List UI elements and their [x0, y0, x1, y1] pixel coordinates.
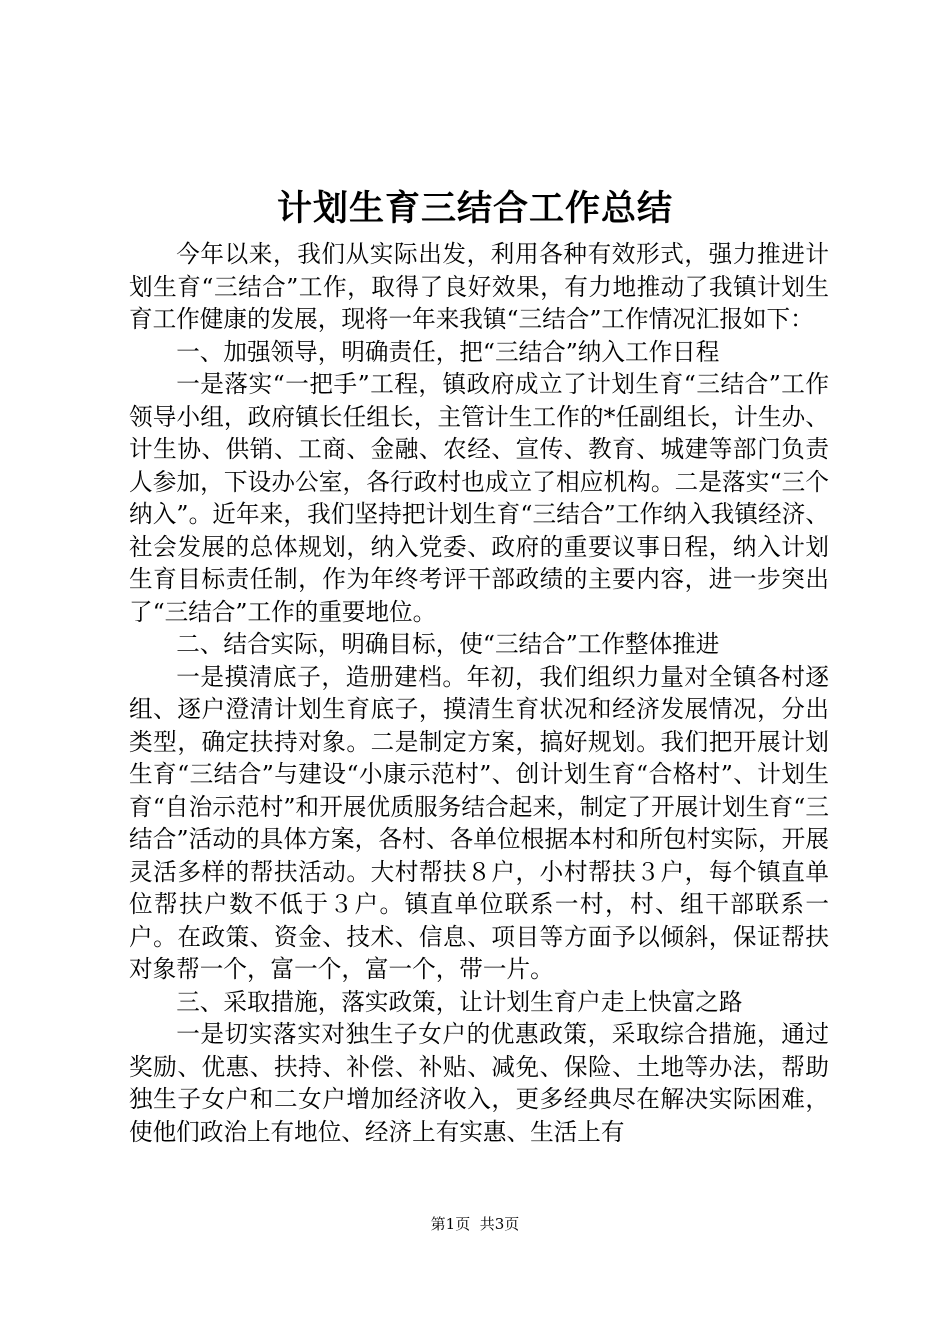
paragraph-section-3: 一是切实落实对独生子女户的优惠政策，采取综合措施，通过奖励、优惠、扶持、补偿、补贴、减免、保险、土地等办法，帮助独生子女户和二女户增加经济收入，更多经典尽在解决实际困难，使他们政治上有地位、经济上有实惠、生活上有 [129, 1020, 829, 1146]
page-total: 共3页 [479, 1215, 520, 1233]
page-footer [0, 1213, 950, 1235]
footer-separator [470, 1215, 480, 1233]
document-body [129, 238, 829, 1148]
section-heading-3: 三、采取措施，落实政策，让计划生育户走上快富之路 [176, 987, 743, 1016]
paragraph-section-2: 一是摸清底子，造册建档。年初，我们组织力量对全镇各村逐组、逐户澄清计划生育底子，摸清生育状况和经济发展情况，分出类型，确定扶持对象。二是制定方案，搞好规划。我们把开展计划生育“三结合”与建设“小康示范村”、创计划生育“合格村”、计划生育“自治示范村”和开展优质服务结合起来，制定了开展计划生育“三结合”活动的具体方案，各村、各单位根据本村和所包村实际，开展灵活多样的帮扶活动。大村帮扶８户，小村帮扶３户，每个镇直单位帮扶户数不低于３户。镇直单位联系一村，村、组干部联系一户。在政策、资金、技术、信息、项目等方面予以倾斜，保证帮扶对象帮一个，富一个，富一个，带一片。 [129, 662, 829, 983]
paragraph-section-1: 一是落实“一把手”工程，镇政府成立了计划生育“三结合”工作领导小组，政府镇长任组长，主管计生工作的*任副组长，计生办、计生协、供销、工商、金融、农经、宣传、教育、城建等部门负责人参加，下设办公室，各行政村也成立了相应机构。二是落实“三个纳入”。近年来，我们坚持把计划生育“三结合”工作纳入我镇经济、社会发展的总体规划，纳入党委、政府的重要议事日程，纳入计划生育目标责任制，作为年终考评干部政绩的主要内容，进一步突出了“三结合”工作的重要地位。 [129, 370, 829, 626]
section-heading-2: 二、结合实际，明确目标，使“三结合”工作整体推进 [176, 630, 720, 658]
paragraph-intro: 今年以来，我们从实际出发，利用各种有效形式，强力推进计划生育“三结合”工作，取得了良好效果，有力地推动了我镇计划生育工作健康的发展，现将一年来我镇“三结合”工作情况汇报如下： [129, 240, 829, 333]
section-heading-1: 一、加强领导，明确责任，把“三结合”纳入工作日程 [176, 337, 720, 366]
document-title: 计划生育三结合工作总结 [276, 188, 673, 229]
page-number: 第1页 [430, 1215, 471, 1233]
